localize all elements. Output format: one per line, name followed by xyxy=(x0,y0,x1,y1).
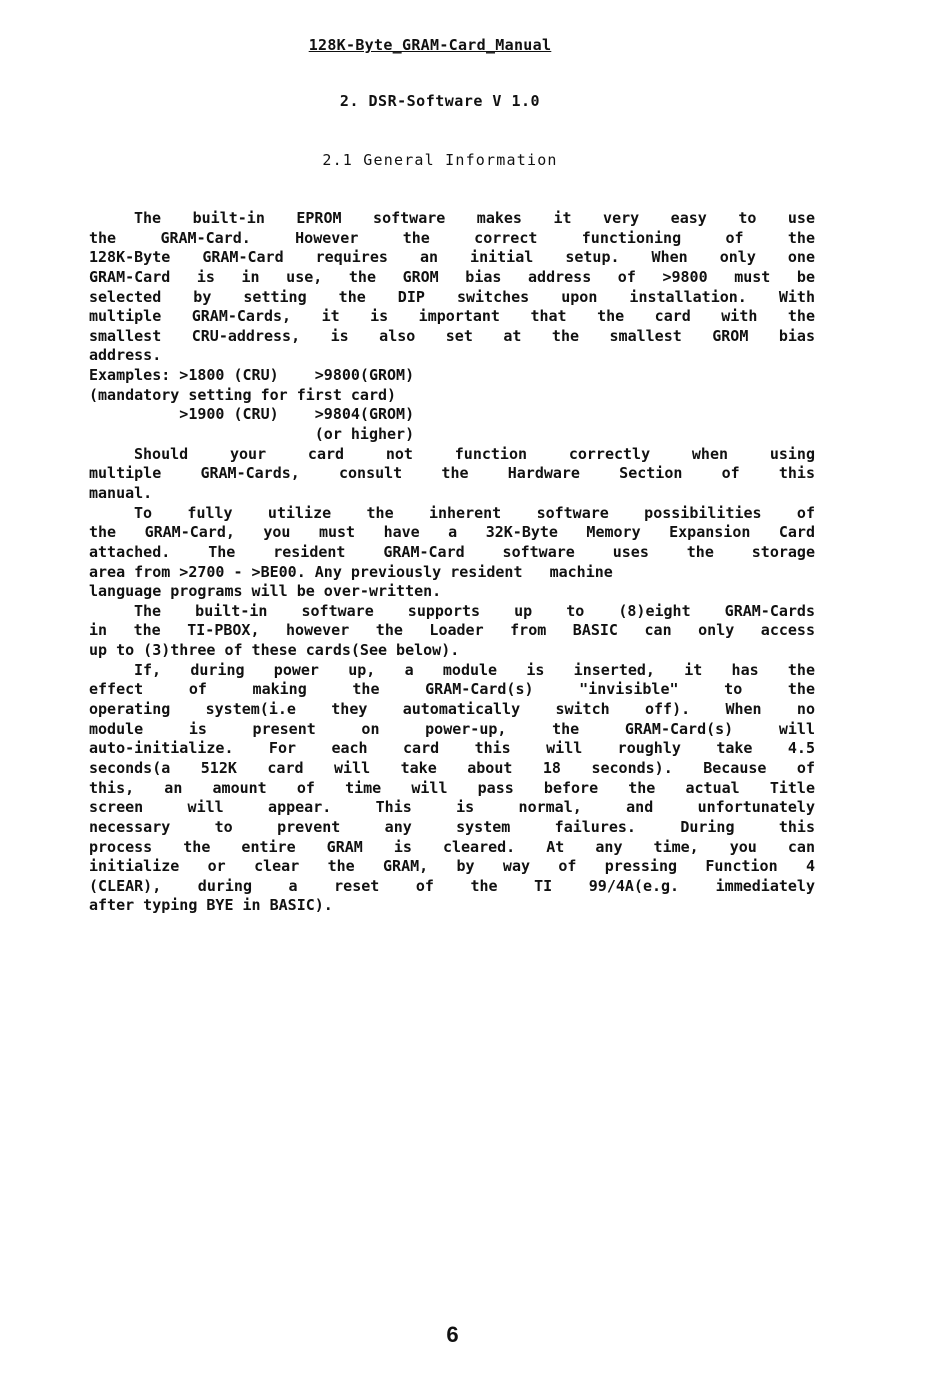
body-line: process the entire GRAM is cleared. At any time, you can xyxy=(89,837,815,856)
body-line: (CLEAR), during a reset of the TI 99/4A(e.g. immediately xyxy=(89,876,815,895)
body-line: operating system(i.e they automatically switch off). When no xyxy=(89,700,815,719)
body-line: this, an amount of time will pass before the actual Title xyxy=(89,778,815,797)
body-line: Examples: >1800 (CRU) >9800(GROM) xyxy=(89,366,415,385)
body-line: 128K-Byte GRAM-Card requires an initial setup. When only one xyxy=(89,248,815,267)
body-line: area from >2700 - >BE00. Any previously resident machine xyxy=(89,562,631,581)
body-line: If, during power up, a module is inserted, it has the xyxy=(134,660,815,679)
body-line: GRAM-Card is in use, the GROM bias address of >9800 must be xyxy=(89,267,815,286)
body-line: The built-in EPROM software makes it very easy to use xyxy=(134,209,815,227)
body-line: screen will appear. This is normal, and unfortunately xyxy=(89,798,815,817)
body-line: smallest CRU-address, is also set at the smallest GROM bias xyxy=(89,326,815,345)
body-line: Should your card not function correctly when using xyxy=(134,444,815,463)
running-header: 128K-Byte_GRAM-Card_Manual xyxy=(308,36,552,54)
body-line: auto-initialize. For each card this will roughly take 4.5 xyxy=(89,739,815,758)
body-line: attached. The resident GRAM-Card software uses the storage xyxy=(89,542,815,561)
body-line: the GRAM-Card, you must have a 32K-Byte Memory Expansion Card xyxy=(89,523,815,542)
body-line: module is present on power-up, the GRAM-Card(s) will xyxy=(89,719,815,738)
body-line: effect of making the GRAM-Card(s) "invisible" to the xyxy=(89,680,815,699)
section-title: 2.1 General Information xyxy=(322,151,558,169)
body-line: seconds(a 512K card will take about 18 seconds). Because of xyxy=(89,758,815,777)
body-line: the GRAM-Card. However the correct functioning of the xyxy=(89,228,815,247)
body-line: selected by setting the DIP switches upon installation. With xyxy=(89,287,815,306)
body-line: multiple GRAM-Cards, consult the Hardware Section of this xyxy=(89,464,815,483)
body-line: necessary to prevent any system failures. During this xyxy=(89,817,815,836)
body-line: The built-in software supports up to (8)eight GRAM-Cards xyxy=(134,601,815,620)
chapter-title: 2. DSR-Software V 1.0 xyxy=(339,92,541,110)
body-line: up to (3)three of these cards(See below). xyxy=(89,641,460,660)
body-text xyxy=(89,209,815,916)
body-line: >1900 (CRU) >9804(GROM) xyxy=(89,405,415,424)
body-line: after typing BYE in BASIC). xyxy=(89,896,333,915)
body-line: (or higher) xyxy=(89,425,415,444)
page-number: 6 xyxy=(446,1322,459,1347)
body-line: language programs will be over-written. xyxy=(89,582,442,601)
body-line: multiple GRAM-Cards, it is important that the card with the xyxy=(89,307,815,326)
body-line: (mandatory setting for first card) xyxy=(89,385,397,404)
body-line: address. xyxy=(89,346,162,365)
body-line: in the TI-PBOX, however the Loader from BASIC can only access xyxy=(89,621,815,640)
body-line: To fully utilize the inherent software possibilities of xyxy=(134,503,815,522)
body-line: manual. xyxy=(89,483,153,502)
body-line: initialize or clear the GRAM, by way of pressing Function 4 xyxy=(89,857,815,876)
